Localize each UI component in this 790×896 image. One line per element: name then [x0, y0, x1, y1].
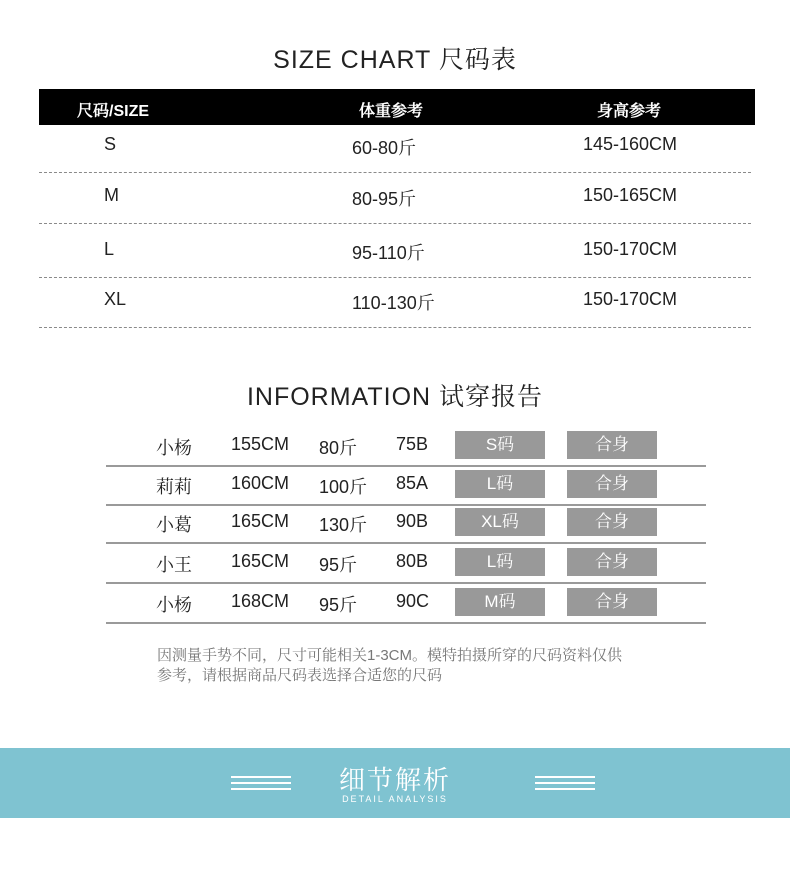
model-height: 160CM: [231, 473, 290, 493]
information-title: INFORMATION 试穿报告: [246, 383, 544, 411]
model-bust: 80B: [396, 551, 429, 571]
height-cell: 145-160CM: [583, 134, 678, 154]
size-tag: L码: [455, 470, 545, 498]
weight-cell: 110-130斤: [352, 293, 435, 313]
size-cell: L: [104, 239, 115, 259]
size-row: [39, 227, 751, 278]
model-weight: 80斤: [319, 438, 358, 458]
model-name: 小杨: [156, 438, 192, 458]
size-cell: S: [104, 134, 117, 154]
info-row: [106, 583, 706, 624]
model-weight: 130斤: [319, 515, 368, 535]
fit-tag: 合身: [567, 431, 657, 459]
model-name: 小王: [156, 555, 192, 575]
height-cell: 150-170CM: [583, 289, 678, 309]
info-row: [106, 543, 706, 584]
disclaimer-line-1: 因测量手势不同，尺寸可能相关1-3CM。模特拍摄所穿的尺码资料仅供: [157, 647, 623, 664]
size-chart-header: [39, 89, 755, 125]
model-height: 165CM: [231, 551, 290, 571]
fit-disclaimer: [157, 646, 697, 686]
fit-tag: 合身: [567, 508, 657, 536]
model-name: 小葛: [156, 515, 192, 535]
model-bust: 75B: [396, 434, 429, 454]
header-height: 身高参考: [597, 103, 662, 120]
banner-subtitle: DETAIL ANALYSIS: [342, 794, 448, 804]
size-row: [39, 277, 751, 328]
model-name: 小杨: [156, 595, 192, 615]
info-row: [106, 503, 706, 544]
model-weight: 100斤: [319, 477, 368, 497]
model-bust: 90C: [396, 591, 430, 611]
model-height: 155CM: [231, 434, 290, 454]
size-chart-title: SIZE CHART 尺码表: [273, 46, 517, 74]
size-row: [39, 173, 751, 224]
height-cell: 150-170CM: [583, 239, 678, 259]
height-cell: 150-165CM: [583, 185, 678, 205]
size-tag: S码: [455, 431, 545, 459]
model-bust: 90B: [396, 511, 429, 531]
model-weight: 95斤: [319, 595, 358, 615]
disclaimer-line-2: 参考，请根据商品尺码表选择合适您的尺码: [157, 667, 443, 684]
size-cell: XL: [104, 289, 127, 309]
size-tag: L码: [455, 548, 545, 576]
size-tag: XL码: [455, 508, 545, 536]
fit-tag: 合身: [567, 470, 657, 498]
model-height: 168CM: [231, 591, 290, 611]
info-row: [106, 465, 706, 506]
model-bust: 85A: [396, 473, 429, 493]
info-row: [106, 426, 706, 467]
size-cell: M: [104, 185, 119, 205]
header-weight: 体重参考: [359, 103, 424, 120]
banner-title: 细节解析: [338, 765, 451, 795]
size-tag: M码: [455, 588, 545, 616]
weight-cell: 80-95斤: [352, 189, 417, 209]
size-row: [39, 122, 751, 173]
fit-tag: 合身: [567, 548, 657, 576]
header-size: 尺码/SIZE: [77, 103, 150, 120]
model-name: 莉莉: [156, 477, 192, 497]
model-height: 165CM: [231, 511, 290, 531]
fit-tag: 合身: [567, 588, 657, 616]
model-weight: 95斤: [319, 555, 358, 575]
weight-cell: 95-110斤: [352, 243, 425, 263]
detail-banner: [0, 748, 790, 818]
triple-line-decoration-right: [535, 776, 595, 792]
weight-cell: 60-80斤: [352, 138, 417, 158]
